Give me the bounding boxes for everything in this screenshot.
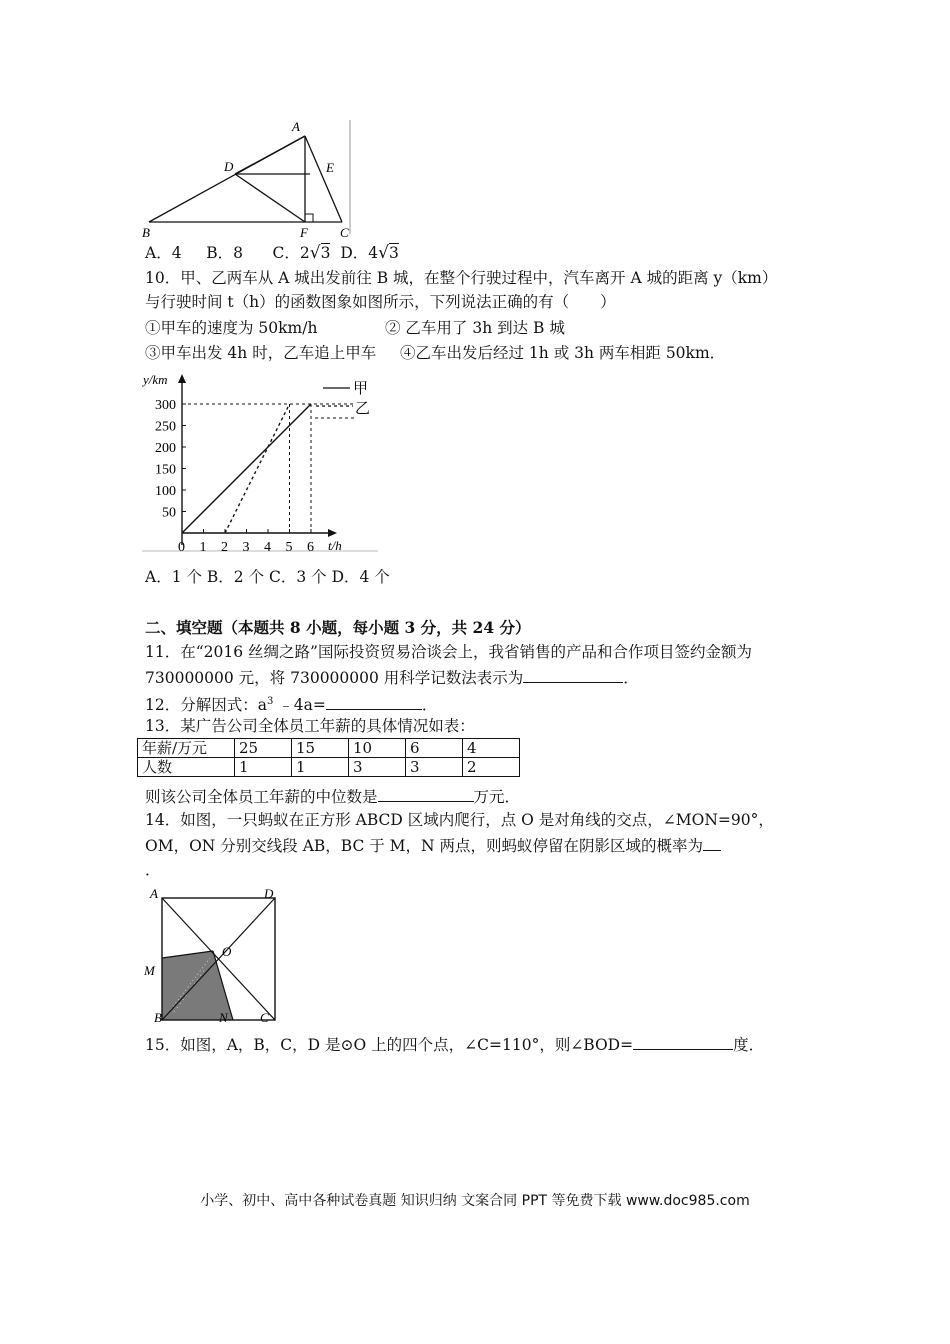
- table-cell: 4: [463, 739, 520, 758]
- table-cell: 3: [406, 758, 463, 777]
- q13-answer-blank[interactable]: [378, 786, 474, 802]
- q10-statement-3: ③甲车出发 4h 时，乙车追上甲车: [145, 344, 377, 362]
- x-tick-label: 2: [221, 540, 228, 555]
- q10-statement-1: ①甲车的速度为 50km/h: [145, 319, 318, 337]
- x-tick-label: 4: [264, 540, 271, 555]
- label-a: A: [292, 119, 300, 134]
- label-d: D: [224, 159, 234, 174]
- label-m: M: [144, 963, 155, 978]
- label-f: F: [300, 225, 308, 240]
- y-tick-label: 100: [155, 484, 176, 499]
- y-axis-label: y/km: [143, 372, 168, 387]
- label-c: C: [340, 225, 349, 240]
- y-tick-label: 300: [155, 398, 176, 413]
- q15-line: 15．如图，A，B，C，D 是⊙O 上的四个点，∠C=110°，则∠BOD= 度．: [145, 1036, 765, 1054]
- series-line-yi: [225, 404, 290, 533]
- q13-intro: 13．某广告公司全体员工年薪的具体情况如表：: [145, 717, 475, 735]
- series-line-jia: [182, 404, 311, 533]
- x-tick-label: 1: [199, 540, 207, 555]
- q10-statement-2: ② 乙车用了 3h 到达 B 城: [385, 319, 565, 337]
- label-c: C: [260, 1010, 269, 1024]
- table-cell: 25: [235, 739, 292, 758]
- label-o: O: [222, 944, 232, 959]
- q10-options: A．1 个 B．2 个 C．3 个 D．4 个: [145, 568, 390, 586]
- legend-yi: 乙: [355, 401, 371, 417]
- q13-after: 则该公司全体员工年薪的中位数是 万元．: [145, 788, 521, 806]
- triangle-figure: [140, 118, 355, 240]
- q11-answer-blank[interactable]: [523, 667, 623, 683]
- q15-answer-blank[interactable]: [633, 1034, 733, 1050]
- label-e: E: [326, 160, 334, 175]
- table-row: [138, 739, 520, 758]
- table-cell: 人数: [138, 758, 235, 777]
- square-figure: [140, 884, 285, 1024]
- q12-answer-blank[interactable]: [326, 694, 422, 710]
- table-cell: 年薪/万元: [138, 739, 235, 758]
- q14-line2: OM，ON 分别交线段 AB，BC 于 M，N 两点，则蚂蚁停留在阴影区域的概率为: [145, 835, 721, 856]
- x-axis-label: t/h: [328, 538, 342, 553]
- y-tick-label: 50: [162, 505, 176, 521]
- x-tick-label: 6: [307, 540, 314, 555]
- legend-jia: 甲: [353, 381, 369, 397]
- q10-line1: 10．甲、乙两车从 A 城出发前往 B 城，在整个行驶过程中，汽车离开 A 城的距离 y（km）: [145, 269, 778, 287]
- q11-line1: 11．在“2016 丝绸之路”国际投资贸易洽谈会上，我省销售的产品和合作项目签约金额为: [145, 643, 752, 661]
- y-tick-label: 200: [155, 441, 176, 456]
- y-tick-label: 250: [155, 419, 176, 435]
- q9-option-a: A．4: [145, 244, 182, 262]
- label-b: B: [142, 225, 150, 240]
- label-d: D: [264, 886, 274, 901]
- q9-option-b: B．8: [206, 244, 243, 262]
- table-row: [138, 758, 520, 777]
- label-n: N: [219, 1010, 228, 1024]
- x-tick-label: 3: [242, 540, 250, 555]
- q9-option-d: D．4√3: [340, 243, 399, 263]
- table-cell: 2: [463, 758, 520, 777]
- q10-line2: 与行驶时间 t（h）的函数图象如图所示，下列说法正确的有（ ）: [145, 293, 616, 311]
- table-cell: 1: [292, 758, 349, 777]
- label-b: B: [154, 1010, 162, 1024]
- q11-line2: 730000000 元，将 730000000 用科学记数法表示为 ．: [145, 669, 639, 687]
- y-tick-label: 150: [155, 462, 176, 478]
- distance-time-chart: [140, 368, 385, 558]
- q14-answer-blank[interactable]: [703, 835, 721, 851]
- q9-options: [145, 243, 399, 263]
- x-tick-label: 0: [178, 540, 185, 555]
- table-cell: 1: [235, 758, 292, 777]
- section-2-heading: 二、填空题（本题共 8 小题，每小题 3 分，共 24 分）: [145, 618, 531, 637]
- salary-table: [137, 738, 520, 777]
- page-footer: 小学、初中、高中各种试卷真题 知识归纳 文案合同 PPT 等免费下载 www.doc985.com: [200, 1193, 750, 1209]
- table-cell: 6: [406, 739, 463, 758]
- table-cell: 3: [349, 758, 406, 777]
- q10-statement-4: ④乙车出发后经过 1h 或 3h 两车相距 50km．: [400, 344, 726, 362]
- q14-line1: 14．如图，一只蚂蚁在正方形 ABCD 区域内爬行，点 O 是对角线的交点，∠MON=90°，: [145, 811, 774, 829]
- label-a: A: [150, 886, 158, 901]
- q14-line3: ．: [145, 861, 161, 879]
- q9-option-c: C．2√3: [272, 243, 331, 263]
- x-tick-label: 5: [285, 540, 293, 555]
- table-cell: 10: [349, 739, 406, 758]
- table-cell: 15: [292, 739, 349, 758]
- q12-line: 12．分解因式：$a^3$ ﹣4a= ．: [145, 696, 438, 715]
